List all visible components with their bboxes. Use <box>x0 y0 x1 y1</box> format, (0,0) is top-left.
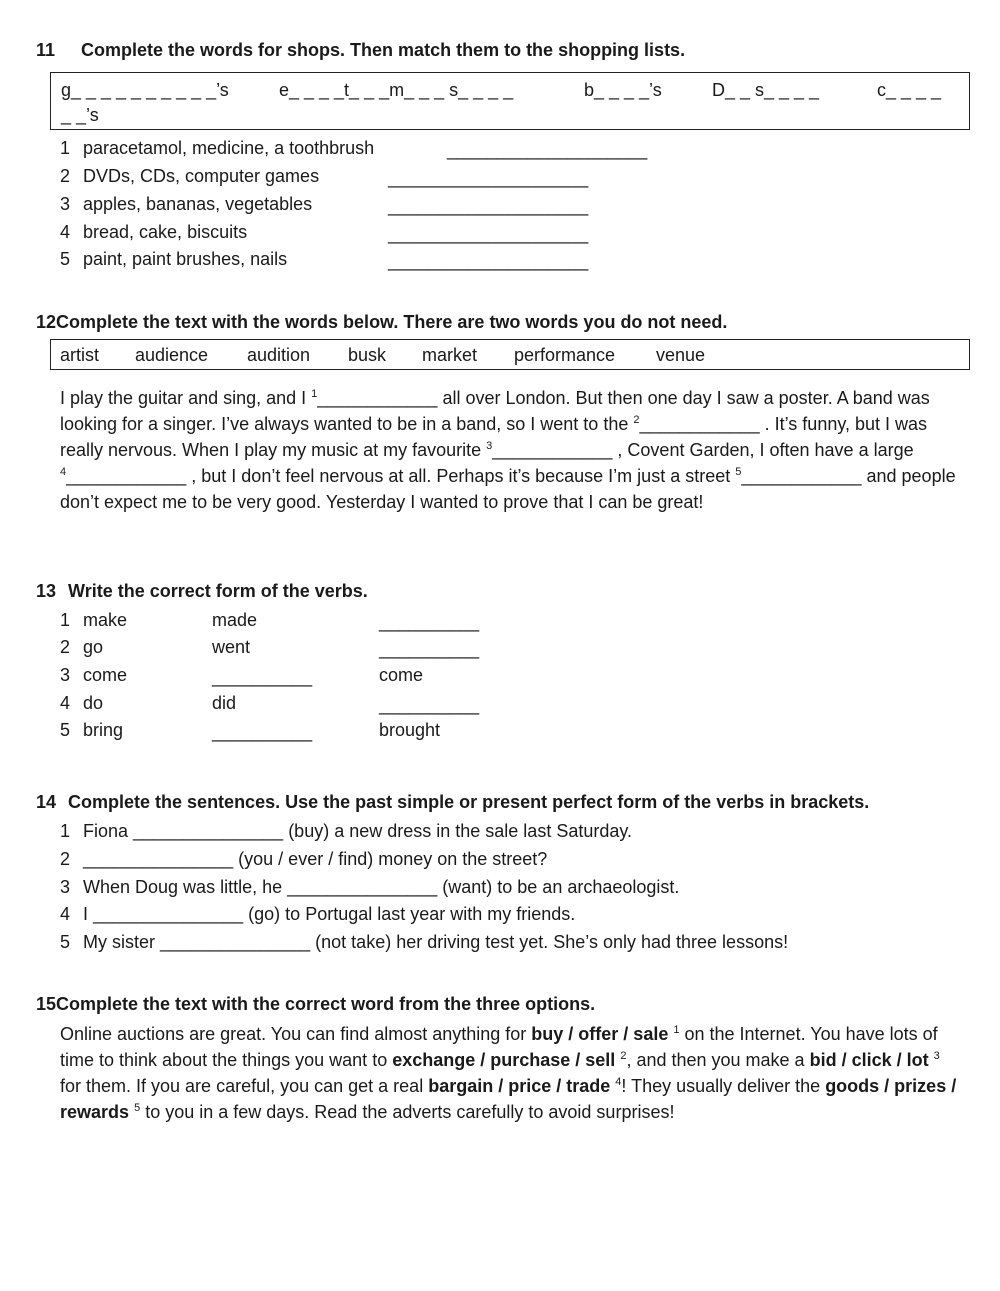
verb-base: go <box>83 637 104 657</box>
text-segment: on the Internet. You have lots of time to think about the things you want to <box>60 1024 938 1070</box>
gap-number: 4 <box>60 466 67 478</box>
item-text: paint, paint brushes, nails <box>83 249 288 269</box>
text-segment: all over London. But then one day I saw a poster. A band was looking for a singer. I’ve always wanted to be in a band, so I went to the <box>60 388 930 434</box>
shop-word-3: b_ _ _ _’s <box>584 80 662 100</box>
item-number: 5 <box>60 249 71 269</box>
ex14-heading <box>36 792 869 813</box>
sentence-number: 2 <box>60 849 71 869</box>
ex11-heading <box>36 40 685 61</box>
gap-number: 1 <box>311 388 318 400</box>
list-item <box>60 138 375 159</box>
word-choice[interactable]: bargain / price / trade <box>428 1076 611 1096</box>
ex13-instruction: Write the correct form of the verbs. <box>68 581 368 601</box>
word-option: audience <box>135 345 209 365</box>
text-segment: , Covent Garden, I often have a large <box>612 440 914 460</box>
answer-blank[interactable]: ____________________ <box>388 224 589 244</box>
verb-base: do <box>83 693 104 713</box>
word-option: artist <box>60 345 100 365</box>
item-number: 3 <box>60 194 71 214</box>
ex13-heading <box>36 581 368 602</box>
item-text: apples, bananas, vegetables <box>83 194 313 214</box>
answer-blank[interactable]: ____________________ <box>388 251 589 271</box>
verb-number: 5 <box>60 720 71 740</box>
ex11-instruction: Complete the words for shops. Then match them to the shopping lists. <box>81 40 686 60</box>
text-segment: Online auctions are great. You can find almost anything for <box>60 1024 532 1044</box>
text-segment: , and then you make a <box>626 1050 810 1070</box>
gap-blank[interactable]: ____________ <box>741 466 862 486</box>
answer-blank[interactable]: ____________________ <box>447 140 648 160</box>
text-segment: ! They usually deliver the <box>621 1076 826 1096</box>
ex15-text <box>60 1021 965 1125</box>
shop-word-5-end: _ _’s <box>61 105 99 125</box>
word-option: performance <box>514 345 616 365</box>
shop-word-2: e_ _ _ _t_ _ _m_ _ _ s_ _ _ _ <box>279 80 514 100</box>
item-text: DVDs, CDs, computer games <box>83 166 320 186</box>
list-item <box>60 194 313 215</box>
gap-number: 5 <box>735 466 742 478</box>
verb-past[interactable]: __________ <box>212 722 313 742</box>
text-segment: , but I don’t feel nervous at all. Perhaps it’s because I’m just a street <box>186 466 736 486</box>
word-option: venue <box>656 345 706 365</box>
gap-blank[interactable]: ____________ <box>639 414 760 434</box>
item-number: 4 <box>60 222 71 242</box>
ex15-instruction: Complete the text with the correct word from the three options. <box>56 994 596 1014</box>
ex12-number: 12 <box>36 312 57 332</box>
sentence-text: My sister _______________ (not take) her driving test yet. She’s only had three lessons! <box>83 932 789 952</box>
word-choice[interactable]: exchange / purchase / sell <box>392 1050 616 1070</box>
verb-number: 1 <box>60 610 71 630</box>
verb-past[interactable]: __________ <box>212 667 313 687</box>
text-segment: to you in a few days. Read the adverts carefully to avoid surprises! <box>140 1102 675 1122</box>
shop-word-5: c_ _ _ _ <box>877 80 942 100</box>
shop-word-4: D_ _ s_ _ _ _ <box>712 80 820 100</box>
verb-number: 2 <box>60 637 71 657</box>
sentence-text: When Doug was little, he _______________ (want) to be an archaeologist. <box>83 877 680 897</box>
sentence-text: _______________ (you / ever / find) money on the street? <box>83 849 548 869</box>
verb-participle: brought <box>379 720 441 740</box>
answer-blank[interactable]: ____________________ <box>388 196 589 216</box>
gap-number: 2 <box>620 1050 627 1062</box>
ex12-instruction: Complete the text with the words below. There are two words you do not need. <box>56 312 728 332</box>
ex15-heading <box>36 994 595 1015</box>
text-segment: . It’s funny, but I was really nervous. When I play my music at my favourite <box>60 414 928 460</box>
verb-participle[interactable]: __________ <box>379 612 480 632</box>
list-item <box>60 166 320 187</box>
sentence-number: 3 <box>60 877 71 897</box>
verb-base: make <box>83 610 128 630</box>
list-item <box>60 249 288 270</box>
gap-blank[interactable]: ____________ <box>492 440 613 460</box>
word-option: audition <box>247 345 311 365</box>
gap-number: 4 <box>615 1076 622 1088</box>
gap-number: 1 <box>673 1024 680 1036</box>
gap-blank[interactable]: ____________ <box>66 466 187 486</box>
gap-blank[interactable]: ____________ <box>317 388 438 408</box>
answer-blank[interactable]: ____________________ <box>388 168 589 188</box>
ex15-number: 15 <box>36 994 57 1014</box>
gap-number: 5 <box>134 1102 141 1114</box>
verb-number: 4 <box>60 693 71 713</box>
verb-base: bring <box>83 720 124 740</box>
ex11-shop-box <box>50 72 970 130</box>
item-number: 2 <box>60 166 71 186</box>
gap-number: 3 <box>933 1050 940 1062</box>
ex12-heading <box>36 312 727 333</box>
sentence-text: Fiona _______________ (buy) a new dress in the sale last Saturday. <box>83 821 633 841</box>
sentence-number: 5 <box>60 932 71 952</box>
item-text: bread, cake, biscuits <box>83 222 248 242</box>
sentence-number: 4 <box>60 904 71 924</box>
word-option: busk <box>348 345 387 365</box>
gap-number: 3 <box>486 440 493 452</box>
ex14-instruction: Complete the sentences. Use the past simple or present perfect form of the verbs in brackets. <box>68 792 870 812</box>
verb-participle[interactable]: __________ <box>379 639 480 659</box>
verb-participle: come <box>379 665 424 685</box>
ex12-text <box>60 385 965 515</box>
verb-base: come <box>83 665 128 685</box>
word-choice[interactable]: goods / prizes / rewards <box>60 1076 957 1122</box>
word-choice[interactable]: buy / offer / sale <box>531 1024 669 1044</box>
sentence-number: 1 <box>60 821 71 841</box>
sentence-text: I _______________ (go) to Portugal last year with my friends. <box>83 904 576 924</box>
gap-number: 2 <box>633 414 640 426</box>
shop-word-1: g_ _ _ _ _ _ _ _ _ _’s <box>61 80 229 100</box>
verb-past: made <box>212 610 258 630</box>
list-item <box>60 222 248 243</box>
ex12-word-box <box>50 339 970 370</box>
ex11-number: 11 <box>36 40 56 60</box>
ex14-number: 14 <box>36 792 57 812</box>
word-option: market <box>422 345 478 365</box>
text-segment: for them. If you are careful, you can get a real <box>60 1076 429 1096</box>
verb-past: went <box>212 637 251 657</box>
verb-past: did <box>212 693 237 713</box>
item-text: paracetamol, medicine, a toothbrush <box>83 138 375 158</box>
verb-number: 3 <box>60 665 71 685</box>
word-choice[interactable]: bid / click / lot <box>809 1050 929 1070</box>
ex13-number: 13 <box>36 581 57 601</box>
text-segment: and people don’t expect me to be very good. Yesterday I wanted to prove that I can be great! <box>60 466 956 512</box>
verb-participle[interactable]: __________ <box>379 695 480 715</box>
text-segment: I play the guitar and sing, and I <box>60 388 312 408</box>
item-number: 1 <box>60 138 71 158</box>
